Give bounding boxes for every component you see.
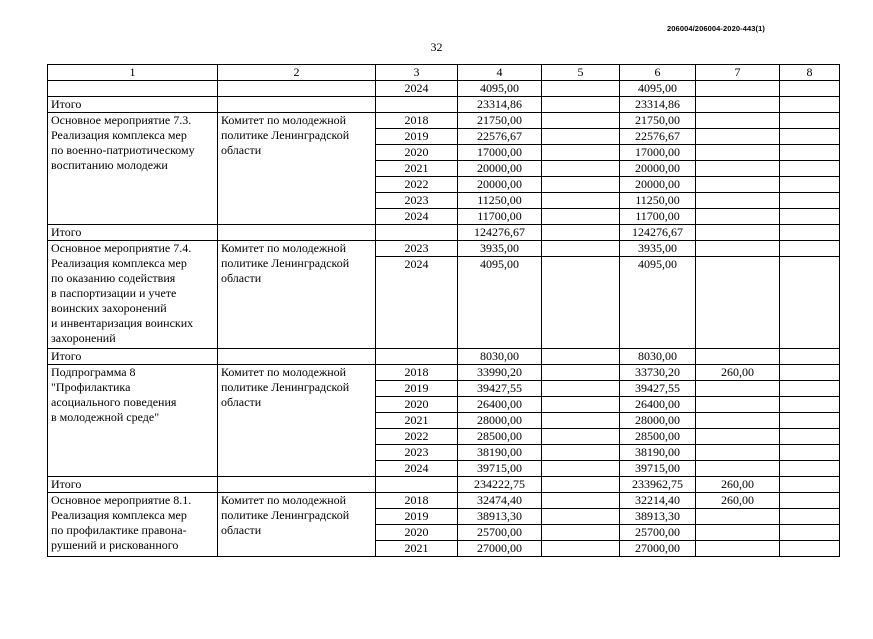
local-amount-cell: [696, 397, 780, 413]
local-amount-cell: [696, 413, 780, 429]
organization-cell: [218, 493, 376, 557]
table-row: [48, 365, 840, 381]
regional-amount-cell: 20000,00: [620, 161, 696, 177]
year-cell: 2020: [376, 525, 458, 541]
regional-amount-cell: 3935,00: [620, 241, 696, 257]
cell-line: Комитет по молодежной: [221, 493, 347, 507]
header-cell: 5: [542, 65, 620, 81]
cell-line: области: [221, 395, 262, 409]
cell-line: Реализация комплекса мер: [51, 256, 187, 270]
other-amount-cell: [780, 429, 840, 445]
total-amount-cell: 17000,00: [458, 145, 542, 161]
cell-line: Подпрограмма 8: [51, 365, 136, 379]
total-amount-cell: 20000,00: [458, 177, 542, 193]
year-cell: 2019: [376, 129, 458, 145]
local-amount-cell: [696, 209, 780, 225]
federal-amount-cell: [542, 129, 620, 145]
regional-amount-cell: 27000,00: [620, 541, 696, 557]
organization-cell: [218, 365, 376, 477]
cell-line: политике Ленинградской: [221, 380, 350, 394]
cell-line: области: [221, 523, 262, 537]
other-amount-cell: [780, 113, 840, 129]
local-amount-cell: [696, 381, 780, 397]
total-amount-cell: 22576,67: [458, 129, 542, 145]
total-amount-cell: 39715,00: [458, 461, 542, 477]
table-row: [48, 81, 840, 97]
federal-amount-cell: [542, 145, 620, 161]
cell-line: "Профилактика: [51, 380, 131, 394]
cell-line: по оказанию содействия: [51, 271, 176, 285]
regional-amount-cell: 4095,00: [620, 257, 696, 349]
total-amount-cell: 23314,86: [458, 97, 542, 113]
other-amount-cell: [780, 177, 840, 193]
other-amount-cell: [780, 129, 840, 145]
description-cell: [48, 81, 218, 97]
regional-amount-cell: 25700,00: [620, 525, 696, 541]
description-cell: [48, 365, 218, 477]
total-amount-cell: 28000,00: [458, 413, 542, 429]
federal-amount-cell: [542, 445, 620, 461]
other-amount-cell: [780, 161, 840, 177]
year-cell: 2021: [376, 161, 458, 177]
total-label-cell: Итого: [48, 225, 218, 241]
cell-line: захоронений: [51, 331, 116, 345]
local-amount-cell: [696, 445, 780, 461]
table-row: [48, 113, 840, 129]
organization-cell: [218, 81, 376, 97]
cell-line: области: [221, 271, 262, 285]
federal-amount-cell: [542, 209, 620, 225]
table-cell: [376, 349, 458, 365]
local-amount-cell: 260,00: [696, 365, 780, 381]
year-cell: 2022: [376, 429, 458, 445]
organization-cell: [218, 241, 376, 349]
cell-line: Комитет по молодежной: [221, 241, 347, 255]
total-label-cell: Итого: [48, 477, 218, 493]
regional-amount-cell: 11700,00: [620, 209, 696, 225]
cell-line: и инвентаризация воинских: [51, 316, 194, 330]
regional-amount-cell: 4095,00: [620, 81, 696, 97]
cell-line: в паспортизации и учете: [51, 286, 177, 300]
year-cell: 2020: [376, 145, 458, 161]
local-amount-cell: [696, 541, 780, 557]
federal-amount-cell: [542, 413, 620, 429]
regional-amount-cell: 38190,00: [620, 445, 696, 461]
header-cell: 7: [696, 65, 780, 81]
other-amount-cell: [780, 257, 840, 349]
cell-line: воинских захоронений: [51, 301, 167, 315]
federal-amount-cell: [542, 81, 620, 97]
header-cell: 2: [218, 65, 376, 81]
other-amount-cell: [780, 541, 840, 557]
federal-amount-cell: [542, 177, 620, 193]
regional-amount-cell: 26400,00: [620, 397, 696, 413]
year-cell: 2022: [376, 177, 458, 193]
year-cell: 2021: [376, 413, 458, 429]
federal-amount-cell: [542, 381, 620, 397]
table-cell: [218, 225, 376, 241]
other-amount-cell: [780, 209, 840, 225]
federal-amount-cell: [542, 461, 620, 477]
regional-amount-cell: 21750,00: [620, 113, 696, 129]
description-cell: [48, 493, 218, 557]
cell-line: Реализация комплекса мер: [51, 508, 187, 522]
year-cell: 2020: [376, 397, 458, 413]
table-cell: [542, 349, 620, 365]
other-amount-cell: [780, 525, 840, 541]
local-amount-cell: [696, 525, 780, 541]
cell-line: по военно-патриотическому: [51, 143, 195, 157]
description-cell: [48, 113, 218, 225]
total-amount-cell: 3935,00: [458, 241, 542, 257]
year-cell: 2024: [376, 81, 458, 97]
federal-amount-cell: [542, 429, 620, 445]
cell-line: Основное мероприятие 7.3.: [51, 113, 192, 127]
table-cell: [780, 477, 840, 493]
regional-amount-cell: 28000,00: [620, 413, 696, 429]
cell-line: Основное мероприятие 8.1.: [51, 493, 192, 507]
cell-line: политике Ленинградской: [221, 508, 350, 522]
regional-amount-cell: 33730,20: [620, 365, 696, 381]
total-amount-cell: 25700,00: [458, 525, 542, 541]
local-amount-cell: 260,00: [696, 477, 780, 493]
year-cell: 2019: [376, 381, 458, 397]
cell-line: Основное мероприятие 7.4.: [51, 241, 192, 255]
cell-line: политике Ленинградской: [221, 256, 350, 270]
header-row: [48, 65, 840, 81]
total-amount-cell: 11250,00: [458, 193, 542, 209]
table-cell: [780, 97, 840, 113]
table-cell: [376, 225, 458, 241]
total-amount-cell: 39427,55: [458, 381, 542, 397]
federal-amount-cell: [542, 525, 620, 541]
local-amount-cell: [696, 129, 780, 145]
table-row: [48, 493, 840, 509]
cell-line: политике Ленинградской: [221, 128, 350, 142]
year-cell: 2019: [376, 509, 458, 525]
year-cell: 2021: [376, 541, 458, 557]
total-amount-cell: 38913,30: [458, 509, 542, 525]
total-amount-cell: 28500,00: [458, 429, 542, 445]
local-amount-cell: [696, 177, 780, 193]
local-amount-cell: [696, 257, 780, 349]
table-cell: [218, 477, 376, 493]
regional-amount-cell: 32214,40: [620, 493, 696, 509]
federal-amount-cell: [542, 509, 620, 525]
description-cell: [48, 241, 218, 349]
table-cell: [542, 477, 620, 493]
federal-amount-cell: [542, 257, 620, 349]
cell-line: Реализация комплекса мер: [51, 128, 187, 142]
other-amount-cell: [780, 397, 840, 413]
other-amount-cell: [780, 461, 840, 477]
local-amount-cell: [696, 81, 780, 97]
local-amount-cell: [696, 97, 780, 113]
other-amount-cell: [780, 493, 840, 509]
year-cell: 2024: [376, 461, 458, 477]
total-amount-cell: 38190,00: [458, 445, 542, 461]
regional-amount-cell: 17000,00: [620, 145, 696, 161]
regional-amount-cell: 233962,75: [620, 477, 696, 493]
table-row: [48, 241, 840, 257]
document-id: 206004/206004-2020-443(1): [667, 24, 765, 33]
year-cell: 2023: [376, 445, 458, 461]
table-cell: [780, 225, 840, 241]
federal-amount-cell: [542, 397, 620, 413]
other-amount-cell: [780, 509, 840, 525]
local-amount-cell: [696, 145, 780, 161]
header-cell: 8: [780, 65, 840, 81]
other-amount-cell: [780, 445, 840, 461]
federal-amount-cell: [542, 113, 620, 129]
year-cell: 2024: [376, 257, 458, 349]
cell-line: воспитанию молодежи: [51, 158, 168, 172]
regional-amount-cell: 38913,30: [620, 509, 696, 525]
page-number: 32: [430, 40, 443, 54]
cell-line: в молодежной среде": [51, 410, 160, 424]
table-cell: [542, 225, 620, 241]
local-amount-cell: [696, 461, 780, 477]
local-amount-cell: [696, 429, 780, 445]
other-amount-cell: [780, 413, 840, 429]
total-amount-cell: 21750,00: [458, 113, 542, 129]
total-amount-cell: 27000,00: [458, 541, 542, 557]
cell-line: Комитет по молодежной: [221, 365, 347, 379]
local-amount-cell: 260,00: [696, 493, 780, 509]
regional-amount-cell: 22576,67: [620, 129, 696, 145]
local-amount-cell: [696, 349, 780, 365]
total-amount-cell: 33990,20: [458, 365, 542, 381]
regional-amount-cell: 39427,55: [620, 381, 696, 397]
total-amount-cell: 26400,00: [458, 397, 542, 413]
total-row: [48, 225, 840, 241]
header-cell: 4: [458, 65, 542, 81]
total-amount-cell: 4095,00: [458, 81, 542, 97]
total-amount-cell: 4095,00: [458, 257, 542, 349]
federal-amount-cell: [542, 365, 620, 381]
year-cell: 2023: [376, 241, 458, 257]
local-amount-cell: [696, 193, 780, 209]
total-amount-cell: 8030,00: [458, 349, 542, 365]
table-cell: [376, 97, 458, 113]
other-amount-cell: [780, 145, 840, 161]
local-amount-cell: [696, 509, 780, 525]
organization-cell: [218, 113, 376, 225]
total-amount-cell: 11700,00: [458, 209, 542, 225]
total-amount-cell: 234222,75: [458, 477, 542, 493]
total-amount-cell: 124276,67: [458, 225, 542, 241]
year-cell: 2023: [376, 193, 458, 209]
regional-amount-cell: 20000,00: [620, 177, 696, 193]
local-amount-cell: [696, 113, 780, 129]
regional-amount-cell: 8030,00: [620, 349, 696, 365]
regional-amount-cell: 28500,00: [620, 429, 696, 445]
table-cell: [218, 97, 376, 113]
budget-table: [47, 64, 840, 557]
federal-amount-cell: [542, 193, 620, 209]
year-cell: 2018: [376, 365, 458, 381]
table-cell: [542, 97, 620, 113]
table-cell: [780, 349, 840, 365]
regional-amount-cell: 39715,00: [620, 461, 696, 477]
total-label-cell: Итого: [48, 349, 218, 365]
table-cell: [376, 477, 458, 493]
total-row: [48, 477, 840, 493]
cell-line: области: [221, 143, 262, 157]
other-amount-cell: [780, 81, 840, 97]
table-cell: [218, 349, 376, 365]
local-amount-cell: [696, 225, 780, 241]
header-cell: 6: [620, 65, 696, 81]
federal-amount-cell: [542, 493, 620, 509]
local-amount-cell: [696, 241, 780, 257]
other-amount-cell: [780, 381, 840, 397]
total-label-cell: Итого: [48, 97, 218, 113]
total-row: [48, 97, 840, 113]
federal-amount-cell: [542, 161, 620, 177]
header-cell: 1: [48, 65, 218, 81]
year-cell: 2024: [376, 209, 458, 225]
year-cell: 2018: [376, 113, 458, 129]
federal-amount-cell: [542, 541, 620, 557]
other-amount-cell: [780, 193, 840, 209]
regional-amount-cell: 23314,86: [620, 97, 696, 113]
regional-amount-cell: 11250,00: [620, 193, 696, 209]
regional-amount-cell: 124276,67: [620, 225, 696, 241]
federal-amount-cell: [542, 241, 620, 257]
total-row: [48, 349, 840, 365]
cell-line: асоциального поведения: [51, 395, 177, 409]
other-amount-cell: [780, 365, 840, 381]
year-cell: 2018: [376, 493, 458, 509]
cell-line: рушений и рискованного: [51, 538, 179, 552]
cell-line: Комитет по молодежной: [221, 113, 347, 127]
total-amount-cell: 20000,00: [458, 161, 542, 177]
local-amount-cell: [696, 161, 780, 177]
header-cell: 3: [376, 65, 458, 81]
total-amount-cell: 32474,40: [458, 493, 542, 509]
other-amount-cell: [780, 241, 840, 257]
cell-line: по профилактике правона-: [51, 523, 187, 537]
